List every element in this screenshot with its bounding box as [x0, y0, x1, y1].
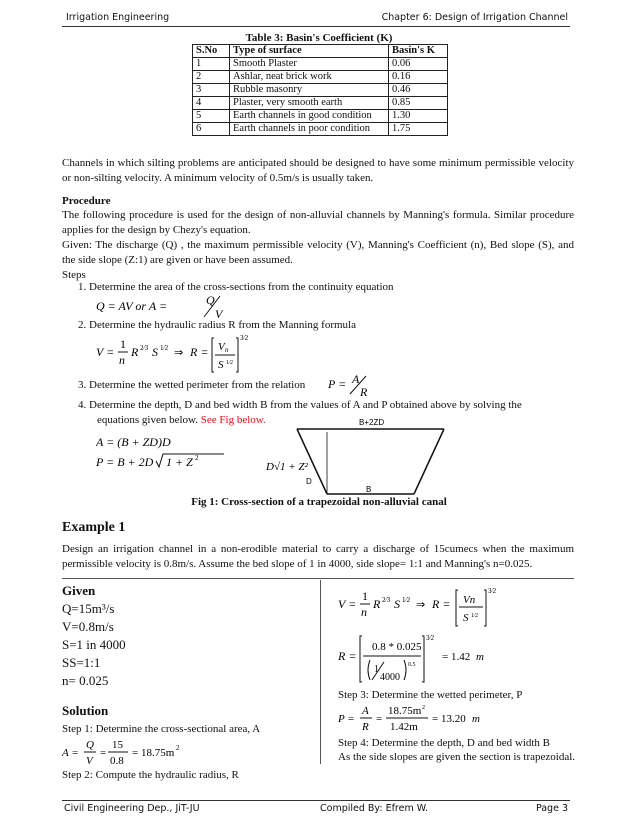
intro-paragraph: Channels in which silting problems are anticipated should be designed to have some minimum permissible velocity or non-silting velocity. A minimum velocity of 0.5m/s is usually taken. — [62, 157, 574, 184]
manning-equation-example — [338, 584, 568, 630]
table-header-row — [193, 45, 448, 58]
step-4: 4. Determine the depth, D and bed width B from the values of A and P obtained above by solving the — [78, 399, 522, 411]
table-cell: Plaster, very smooth earth — [230, 97, 389, 110]
svg-text:15: 15 — [112, 739, 123, 751]
svg-text:P = B + 2D: P = B + 2D — [96, 455, 154, 469]
table-cell: 0.85 — [389, 97, 448, 110]
given-n: n= 0.025 — [62, 673, 109, 688]
svg-text:V: V — [215, 307, 223, 321]
svg-text:n: n — [119, 353, 125, 367]
given-paragraph: Given: The discharge (Q) , the maximum permissible velocity (V), Manning's Coefficient (n), Bed slope (S), and the side slope (Z:1) are given or have been assumed. — [62, 239, 574, 266]
table-cell: Earth channels in poor condition — [230, 123, 389, 136]
table-cell: Smooth Plaster — [230, 58, 389, 71]
figure-slope-label: D√1 + Z² — [266, 461, 308, 473]
table-row — [193, 58, 448, 71]
given-title: Given — [62, 583, 96, 598]
svg-text:R =: R = — [432, 597, 451, 611]
table-row — [193, 123, 448, 136]
hydraulic-radius-calculation — [338, 630, 568, 686]
footer-right: Page 3 — [535, 803, 568, 814]
svg-text:m: m — [476, 651, 484, 663]
svg-text:18.75m: 18.75m — [388, 705, 422, 717]
perimeter-calculation — [338, 702, 538, 734]
trapezoid-figure — [260, 412, 460, 502]
svg-text:⇒: ⇒ — [416, 598, 426, 611]
svg-text:1: 1 — [374, 664, 379, 675]
svg-text:Vn: Vn — [463, 594, 476, 606]
svg-text:R =: R = — [190, 345, 209, 359]
svg-text:1 + Z: 1 + Z — [166, 455, 193, 469]
svg-text:Q: Q — [86, 739, 94, 751]
footer-left: Civil Engineering Dep., JiT-JU — [64, 803, 200, 814]
svg-text:1⁄2: 1⁄2 — [471, 613, 479, 619]
svg-text:1: 1 — [362, 589, 368, 603]
svg-text:V: V — [218, 341, 225, 353]
divider — [62, 578, 574, 579]
svg-text:Q: Q — [206, 293, 215, 307]
page-footer — [62, 800, 570, 817]
figure-top-label: B+2ZD — [359, 418, 385, 427]
svg-text:R: R — [360, 385, 368, 398]
svg-text:n: n — [225, 346, 229, 354]
svg-text:= 13.20: = 13.20 — [432, 713, 466, 725]
svg-text:1⁄2: 1⁄2 — [160, 344, 169, 352]
table-cell: 0.16 — [389, 71, 448, 84]
svg-text:R =: R = — [338, 649, 357, 663]
svg-text:S: S — [152, 345, 158, 359]
table-cell: 6 — [193, 123, 230, 136]
col-header: S.No — [193, 45, 230, 58]
table-cell: Rubble masonry — [230, 84, 389, 97]
example-text: Design an irrigation channel in a non-erodible material to carry a discharge of 15cumecs when the maximum permissible velocity is 0.8m/s. Assume the bed slope of 1 in 4000, side slope= 1:1 and Manning's n=0.025. — [62, 543, 574, 570]
table-cell: 1 — [193, 58, 230, 71]
svg-text:3⁄2: 3⁄2 — [240, 334, 249, 342]
svg-text:A: A — [352, 372, 360, 386]
svg-text:R: R — [131, 345, 139, 359]
figure-caption: Fig 1: Cross-section of a trapezoidal non-alluvial canal — [191, 496, 447, 508]
step-1-solution: Step 1: Determine the cross-sectional area, A — [62, 723, 261, 735]
svg-text:P =: P = — [338, 713, 355, 725]
svg-text:n: n — [361, 605, 367, 619]
svg-text:2: 2 — [422, 705, 425, 711]
table-cell: 4 — [193, 97, 230, 110]
svg-text:2⁄3: 2⁄3 — [382, 596, 391, 604]
svg-text:= 1.42: = 1.42 — [442, 651, 471, 663]
svg-text:1.42m: 1.42m — [390, 721, 418, 733]
table-cell: 5 — [193, 110, 230, 123]
procedure-title: Procedure — [62, 195, 111, 207]
figure-bed-label: B — [366, 485, 372, 494]
procedure-paragraph: The following procedure is used for the design of non-alluvial channels by Manning's formula. Similar procedure applies for the design by Chezy's equation. — [62, 209, 574, 236]
table-row — [193, 71, 448, 84]
table-cell: 1.75 — [389, 123, 448, 136]
svg-text:S: S — [394, 597, 400, 611]
given-v: V=0.8m/s — [62, 619, 114, 634]
given-ss: SS=1:1 — [62, 655, 101, 670]
table-row — [193, 97, 448, 110]
svg-text:= 18.75m: = 18.75m — [132, 747, 175, 759]
svg-text:3⁄2: 3⁄2 — [488, 587, 497, 595]
column-divider — [320, 580, 321, 764]
solution-title: Solution — [62, 703, 109, 718]
svg-text:V =: V = — [338, 597, 357, 611]
svg-text:A =: A = — [62, 747, 79, 759]
svg-text:=: = — [100, 747, 107, 759]
table-caption: Table 3: Basin's Coefficient (K) — [245, 32, 393, 44]
svg-text:1⁄2: 1⁄2 — [226, 360, 234, 366]
perimeter-equation — [328, 372, 378, 398]
table-cell: 0.06 — [389, 58, 448, 71]
figure-depth-label: D — [306, 477, 312, 486]
svg-text:1⁄2: 1⁄2 — [402, 596, 411, 604]
svg-text:S: S — [463, 612, 469, 624]
table-cell: 3 — [193, 84, 230, 97]
page-header — [62, 12, 570, 27]
step-1: 1. Determine the area of the cross-sections from the continuity equation — [78, 281, 394, 293]
svg-text:A = (B + ZD)D: A = (B + ZD)D — [96, 435, 171, 449]
col-header: Basin's K — [389, 45, 448, 58]
svg-text:0.5: 0.5 — [408, 662, 416, 668]
table-cell: 1.30 — [389, 110, 448, 123]
header-right: Chapter 6: Design of Irrigation Channel — [381, 12, 568, 23]
svg-text:⇒: ⇒ — [174, 346, 184, 359]
steps-label: Steps — [62, 269, 86, 281]
step-4-text: equations given below. — [97, 414, 199, 426]
svg-text:V: V — [86, 755, 93, 767]
svg-text:P =: P = — [328, 377, 347, 391]
basin-coefficient-table — [192, 44, 448, 136]
step-2-solution: Step 2: Compute the hydraulic radius, R — [62, 769, 239, 781]
svg-text:4000: 4000 — [380, 672, 400, 683]
svg-text:Q = AV or A =: Q = AV or A = — [96, 299, 168, 313]
given-s: S=1 in 4000 — [62, 637, 126, 652]
svg-text:2⁄3: 2⁄3 — [140, 344, 149, 352]
svg-text:0.8 * 0.025: 0.8 * 0.025 — [372, 641, 422, 653]
step-4-note: As the side slopes are given the section is trapezoidal. — [338, 751, 576, 763]
table-row — [193, 84, 448, 97]
svg-text:0.8: 0.8 — [110, 755, 124, 767]
svg-text:1: 1 — [120, 337, 126, 351]
manning-equation — [96, 330, 266, 378]
step-3-solution: Step 3: Determine the wetted perimeter, P — [338, 689, 523, 701]
step-2: 2. Determine the hydraulic radius R from the Manning formula — [78, 319, 356, 331]
svg-text:R: R — [373, 597, 381, 611]
svg-text:S: S — [218, 359, 224, 371]
table-cell: 0.46 — [389, 84, 448, 97]
step-4-solution: Step 4: Determine the depth, D and bed width B — [338, 737, 551, 749]
svg-text:2: 2 — [176, 744, 180, 752]
svg-text:m: m — [472, 713, 480, 725]
svg-text:=: = — [376, 713, 383, 725]
area-perimeter-equations — [96, 432, 226, 472]
header-left: Irrigation Engineering — [66, 12, 170, 23]
table-cell: Ashlar, neat brick work — [230, 71, 389, 84]
given-q: Q=15m³/s — [62, 601, 115, 616]
fig-link[interactable]: See Fig below. — [200, 414, 266, 426]
step-3: 3. Determine the wetted perimeter from the relation — [78, 379, 306, 391]
svg-text:A: A — [362, 705, 369, 717]
table-row — [193, 110, 448, 123]
footer-center: Compiled By: Efrem W. — [320, 803, 429, 814]
table-cell: Earth channels in good condition — [230, 110, 389, 123]
example-title: Example 1 — [62, 520, 126, 535]
col-header: Type of surface — [230, 45, 389, 58]
svg-text:3⁄2: 3⁄2 — [426, 634, 435, 642]
svg-text:V =: V = — [96, 345, 115, 359]
svg-text:2: 2 — [195, 454, 199, 462]
table-cell: 2 — [193, 71, 230, 84]
svg-text:R: R — [362, 721, 369, 733]
area-calculation — [62, 734, 212, 770]
